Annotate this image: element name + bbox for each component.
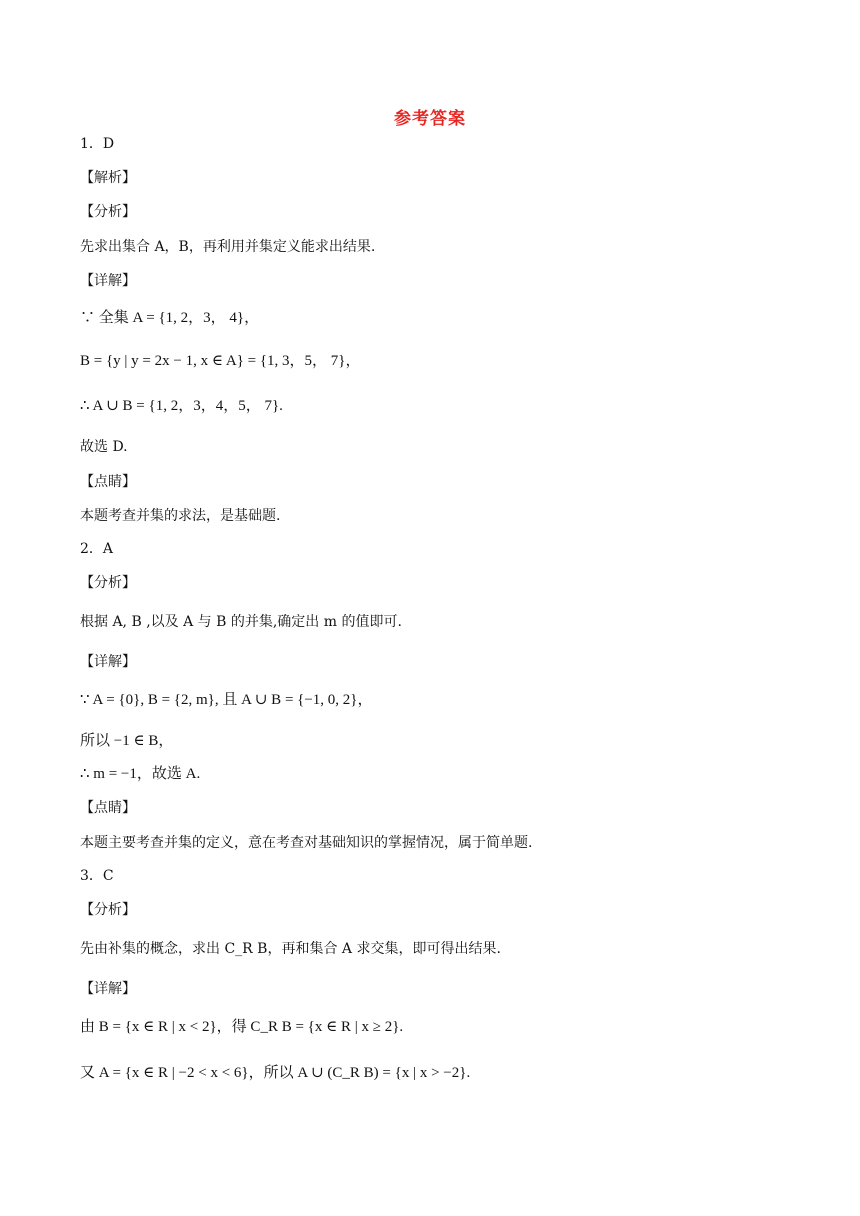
comment-text: 本题主要考查并集的定义，意在考查对基础知识的掌握情况，属于简单题. <box>80 835 533 851</box>
formula-line: 又 A = {x ∈ R | −2 < x < 6}，所以 A ∪ (C_R B) = {x | x > −2}. <box>80 1065 471 1081</box>
section-heading-fenxi: 【分析】 <box>80 204 136 220</box>
question-3-answer: 3．C <box>80 868 114 884</box>
formula-line: ∵ 全集 A = {1, 2，3， 4}， <box>80 310 260 326</box>
section-heading-jiexi: 【解析】 <box>80 170 136 186</box>
page-title: 参考答案 <box>394 109 466 129</box>
analysis-text: 根据 A, B ,以及 A 与 B 的并集,确定出 m 的值即可. <box>80 614 402 630</box>
section-heading-xiangjie: 【详解】 <box>80 981 136 997</box>
section-heading-dianjing: 【点睛】 <box>80 474 136 490</box>
section-heading-dianjing: 【点睛】 <box>80 800 136 816</box>
formula-line: B = {y | y = 2x − 1, x ∈ A} = {1, 3，5， 7}， <box>80 353 361 369</box>
question-2-answer: 2．A <box>80 541 114 557</box>
formula-line: 由 B = {x ∈ R | x < 2}，得 C_R B = {x ∈ R | x ≥ 2}. <box>80 1019 404 1035</box>
formula-line: ∴ A ∪ B = {1, 2，3，4，5， 7}. <box>80 398 283 414</box>
analysis-text: 先由补集的概念，求出 C_R B，再和集合 A 求交集，即可得出结果. <box>80 941 501 957</box>
comment-text: 本题考查并集的求法，是基础题. <box>80 508 281 524</box>
formula-line: ∵ A = {0}, B = {2, m}, 且 A ∪ B = {−1, 0, 2}， <box>80 692 373 708</box>
section-heading-fenxi: 【分析】 <box>80 902 136 918</box>
section-heading-fenxi: 【分析】 <box>80 575 136 591</box>
question-1-answer: 1．D <box>80 136 115 152</box>
formula-line: ∴ m = −1，故选 A. <box>80 766 201 782</box>
section-heading-xiangjie: 【详解】 <box>80 654 136 670</box>
formula-line: 所以 −1 ∈ B， <box>80 733 174 749</box>
conclusion-text: 故选 D. <box>80 439 128 455</box>
analysis-text: 先求出集合 A，B，再利用并集定义能求出结果. <box>80 239 376 255</box>
section-heading-xiangjie: 【详解】 <box>80 273 136 289</box>
